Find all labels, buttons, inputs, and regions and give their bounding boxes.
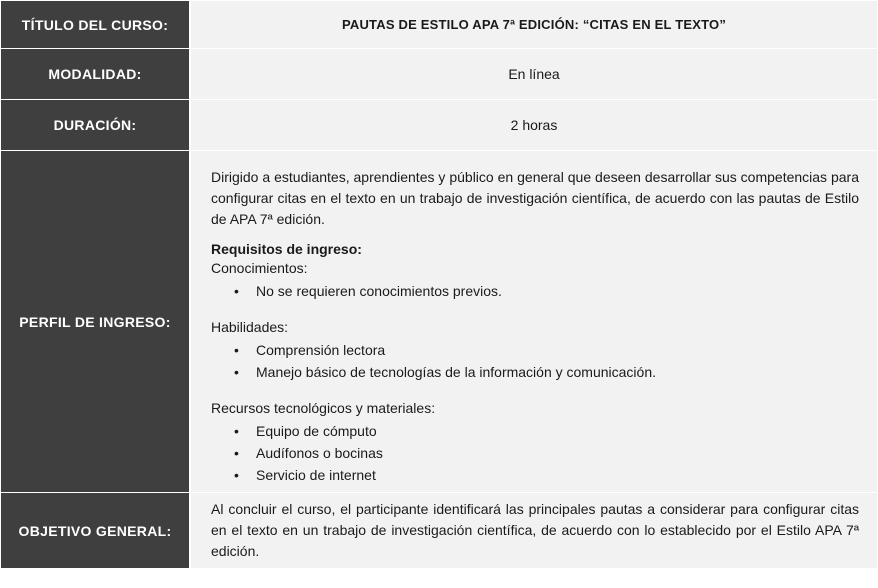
list-item-text: Servicio de internet xyxy=(256,467,376,483)
bullet-icon: • xyxy=(234,467,239,483)
bullet-icon: • xyxy=(234,445,239,461)
list-item-text: Comprensión lectora xyxy=(256,342,386,358)
row-course-title xyxy=(1,1,878,49)
label-course-title: TÍTULO DEL CURSO: xyxy=(1,1,191,49)
list-item xyxy=(234,464,859,486)
list-item xyxy=(234,361,859,383)
bullet-icon: • xyxy=(234,283,239,299)
general-objective-value xyxy=(190,493,878,569)
label-entry-profile: PERFIL DE INGRESO: xyxy=(1,151,191,493)
list-item xyxy=(234,442,859,464)
profile-intro: Dirigido a estudiantes, aprendientes y público en general que deseen desarrollar sus competencias para configurar citas en el texto en un trabajo de investigación científica, de acuerdo con las pautas de Estilo de APA 7ª edición. xyxy=(211,169,859,227)
entry-profile-value xyxy=(190,151,878,493)
skills-list xyxy=(211,339,859,383)
list-item xyxy=(234,420,859,442)
row-duration xyxy=(1,100,878,151)
list-item xyxy=(234,280,859,302)
list-item-text: Equipo de cómputo xyxy=(256,423,377,439)
requirements-title: Requisitos de ingreso: xyxy=(211,241,362,257)
list-item-text: No se requieren conocimientos previos. xyxy=(256,283,502,299)
list-item-text: Manejo básico de tecnologías de la información y comunicación. xyxy=(256,364,657,380)
row-modality xyxy=(1,49,878,100)
resources-title: Recursos tecnológicos y materiales: xyxy=(211,400,436,416)
modality-value: En línea xyxy=(190,49,878,100)
bullet-icon: • xyxy=(234,342,239,358)
knowledge-title: Conocimientos: xyxy=(211,260,308,276)
duration-value: 2 horas xyxy=(190,100,878,151)
resources-list xyxy=(211,420,859,486)
knowledge-list xyxy=(211,280,859,302)
row-entry-profile xyxy=(1,151,878,493)
list-item xyxy=(234,339,859,361)
objective-text: Al concluir el curso, el participante identificará las principales pautas a considerar para configurar citas en el texto en un trabajo de investigación científica, de acuerdo con lo establecido por el Estilo APA 7ª edición. xyxy=(211,501,859,559)
skills-title: Habilidades: xyxy=(211,319,289,335)
label-duration: DURACIÓN: xyxy=(1,100,191,151)
course-title-value: PAUTAS DE ESTILO APA 7ª EDICIÓN: “CITAS EN EL TEXTO” xyxy=(190,1,878,49)
label-general-objective: OBJETIVO GENERAL: xyxy=(1,493,191,569)
bullet-icon: • xyxy=(234,364,239,380)
bullet-icon: • xyxy=(234,423,239,439)
list-item-text: Audífonos o bocinas xyxy=(256,445,383,461)
row-general-objective xyxy=(1,493,878,569)
label-modality: MODALIDAD: xyxy=(1,49,191,100)
